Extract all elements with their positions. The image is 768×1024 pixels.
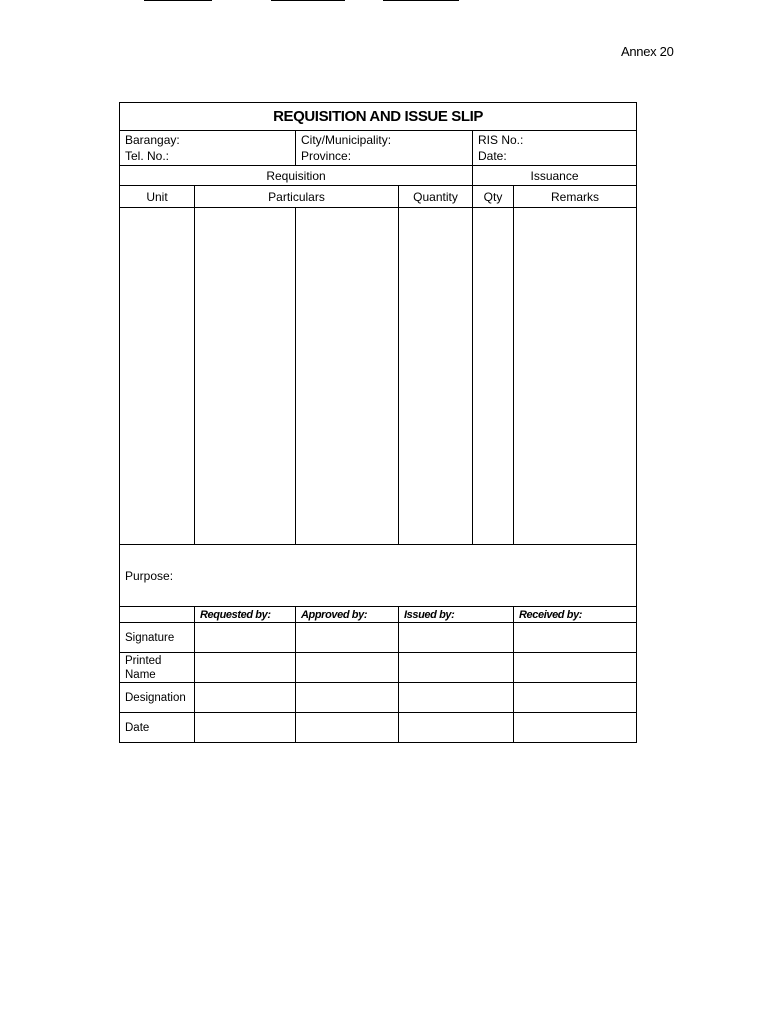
approved-by-signature[interactable]	[296, 623, 399, 653]
unit-entry-cell[interactable]	[120, 208, 195, 545]
purpose-cell[interactable]	[120, 545, 637, 607]
tel-no-label: Tel. No.:	[125, 149, 170, 163]
ris-no-label: RIS No.:	[478, 133, 524, 147]
barangay-label: Barangay:	[125, 133, 180, 147]
top-rule-1	[144, 0, 212, 1]
received-by-signature[interactable]	[514, 623, 637, 653]
col-header-qty: Qty	[473, 186, 514, 208]
issued-by-printed-name[interactable]	[399, 653, 514, 683]
remarks-entry-cell[interactable]	[514, 208, 637, 545]
printed-name-label-line2: Name	[125, 668, 156, 681]
approved-by-designation[interactable]	[296, 683, 399, 713]
date-row-label: Date	[120, 713, 195, 743]
col-header-remarks: Remarks	[514, 186, 637, 208]
requested-by-header: Requested by:	[195, 607, 296, 623]
issued-by-designation[interactable]	[399, 683, 514, 713]
issued-by-date[interactable]	[399, 713, 514, 743]
received-by-header: Received by:	[514, 607, 637, 623]
qty-entry-cell[interactable]	[473, 208, 514, 545]
city-municipality-label: City/Municipality:	[301, 133, 392, 147]
requested-by-designation[interactable]	[195, 683, 296, 713]
printed-name-row-label	[120, 653, 195, 683]
designation-row-label: Designation	[120, 683, 195, 713]
top-rule-2	[271, 0, 345, 1]
city-province-cell[interactable]	[296, 131, 473, 166]
ris-date-cell[interactable]	[473, 131, 637, 166]
printed-name-label-line1: Printed	[125, 654, 162, 667]
requested-by-signature[interactable]	[195, 623, 296, 653]
requisition-section-header: Requisition	[120, 166, 473, 186]
signatory-corner-cell	[120, 607, 195, 623]
issued-by-signature[interactable]	[399, 623, 514, 653]
col-header-quantity: Quantity	[399, 186, 473, 208]
particulars-entry-cell-a[interactable]	[195, 208, 296, 545]
annex-label: Annex 20	[621, 44, 674, 59]
particulars-entry-cell-b[interactable]	[296, 208, 399, 545]
col-header-unit: Unit	[120, 186, 195, 208]
requested-by-printed-name[interactable]	[195, 653, 296, 683]
form-title: REQUISITION AND ISSUE SLIP	[120, 103, 637, 131]
barangay-telno-cell[interactable]	[120, 131, 296, 166]
signature-row-label: Signature	[120, 623, 195, 653]
requested-by-date[interactable]	[195, 713, 296, 743]
received-by-date[interactable]	[514, 713, 637, 743]
requisition-issue-slip-form	[119, 102, 637, 743]
purpose-label: Purpose:	[125, 568, 174, 583]
province-label: Province:	[301, 149, 352, 163]
top-rule-3	[383, 0, 459, 1]
received-by-printed-name[interactable]	[514, 653, 637, 683]
received-by-designation[interactable]	[514, 683, 637, 713]
issuance-section-header: Issuance	[473, 166, 637, 186]
approved-by-date[interactable]	[296, 713, 399, 743]
issued-by-header: Issued by:	[399, 607, 514, 623]
quantity-entry-cell[interactable]	[399, 208, 473, 545]
approved-by-printed-name[interactable]	[296, 653, 399, 683]
col-header-particulars: Particulars	[195, 186, 399, 208]
date-label: Date:	[478, 149, 507, 163]
approved-by-header: Approved by:	[296, 607, 399, 623]
